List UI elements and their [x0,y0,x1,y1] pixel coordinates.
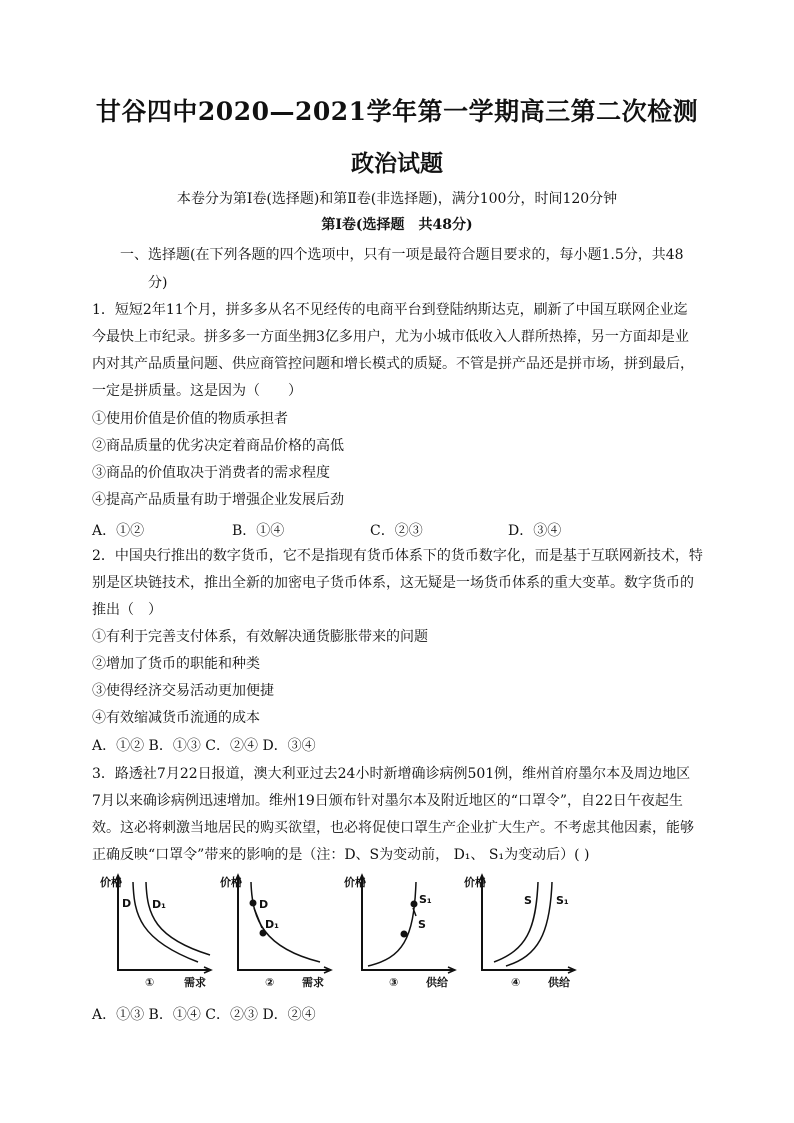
question-3-text: 正确反映“口罩令”带来的影响的是（注：D、S为变动前， D₁、 S₁为变动后）( ) [92,847,590,863]
graph-1-curve-d: D [122,897,132,910]
question-3-graphs [100,870,600,995]
question-1-option-a[interactable]: A．①② [92,523,145,539]
question-1-text: 1．短短2年11个月，拼多多从名不见经传的电商平台到登陆纳斯达克，刷新了中国互联网企业迄 [92,302,688,318]
question-2-item: ①有利于完善支付体系，有效解决通货膨胀带来的问题 [92,629,428,645]
question-1-item: ①使用价值是价值的物质承担者 [92,411,288,427]
graph-1-curve-d1: D₁ [152,898,166,911]
question-1-item: ③商品的价值取决于消费者的需求程度 [92,465,330,481]
graph-1-number: ① [145,976,155,989]
graph-1-xlabel: 需求 [184,976,206,989]
graph-4-label-s1: S₁ [556,894,569,907]
question-2-text: 2．中国央行推出的数字货币，它不是指现有货币体系下的货币数字化，而是基于互联网新技术，特 [92,548,703,564]
exam-note: 本卷分为第Ⅰ卷(选择题)和第Ⅱ卷(非选择题)，满分100分，时间120分钟 [176,191,618,207]
graph-2-svg [220,870,330,995]
graph-1 [100,870,210,995]
graph-3-svg [344,870,454,995]
graph-4-svg [464,870,574,995]
graph-3-ylabel: 价格 [344,876,366,889]
question-1-text: 今最快上市纪录。拼多多一方面坐拥3亿多用户，尤为小城市低收入人群所热捧，另一方面却是业 [92,329,689,345]
question-1-option-c[interactable]: C．②③ [370,523,423,539]
question-2-item: ③使得经济交易活动更加便捷 [92,683,274,699]
graph-3-point-s [401,931,408,938]
question-1-item: ②商品质量的优劣决定着商品价格的高低 [92,438,344,454]
question-1-text: 一定是拼质量。这是因为（ ） [92,383,302,399]
question-2-item: ②增加了货币的职能和种类 [92,656,260,672]
graph-2-label-d: D [259,898,269,911]
graph-3 [344,870,454,995]
question-3-text: 7月以来确诊病例迅速增加。维州19日颁布针对墨尔本及附近地区的“口罩令”，自22日午夜起生 [92,793,683,809]
graph-2-xlabel: 需求 [302,976,324,989]
question-1-text: 内对其产品质量问题、供应商管控问题和增长模式的质疑。不管是拼产品还是拼市场，拼到最后， [92,356,694,372]
question-1-option-b[interactable]: B．①④ [232,523,285,539]
page-subtitle: 政治试题 [351,150,443,177]
question-2-text: 别是区块链技术，推出全新的加密电子货币体系，这无疑是一场货币体系的重大变革。数字货币的 [92,575,694,591]
graph-4-label-s: S [524,894,532,907]
graph-2-point-d [250,900,257,907]
graph-3-label-s1: S₁ [419,893,432,906]
graph-3-label-s: S [418,918,426,931]
graph-2-number: ② [265,976,275,989]
question-1-option-d[interactable]: D．③④ [508,523,562,539]
graph-4-ylabel: 价格 [464,876,486,889]
question-3-text: 3．路透社7月22日报道，澳大利亚过去24小时新增确诊病例501例，维州首府墨尔本及周边地区 [92,766,691,782]
question-2-options[interactable]: A．①② B．①③ C．②④ D．③④ [92,738,316,754]
instruction-line: 分) [148,275,168,291]
graph-3-number: ③ [389,976,399,989]
question-2-item: ④有效缩减货币流通的成本 [92,710,260,726]
question-3-text: 效。这必将刺激当地居民的购买欲望，也必将促使口罩生产企业扩大生产。不考虑其他因素，能够 [92,820,694,836]
graph-3-point-s1 [411,901,418,908]
section-heading: 第Ⅰ卷(选择题 共48分) [321,217,473,233]
graph-1-svg [100,870,210,995]
instruction-line: 一、选择题(在下列各题的四个选项中，只有一项是最符合题目要求的，每小题1.5分，共48 [120,247,684,263]
question-2-text: 推出（ ） [92,602,162,618]
graph-2-label-d1: D₁ [265,918,279,931]
graph-4-xlabel: 供给 [548,976,570,989]
graph-4-number: ④ [511,976,521,989]
graph-1-ylabel: 价格 [100,876,122,889]
graph-3-xlabel: 供给 [426,976,448,989]
question-3-options[interactable]: A．①③ B．①④ C．②③ D．②④ [92,1007,316,1023]
graph-2 [220,870,330,995]
question-1-item: ④提高产品质量有助于增强企业发展后劲 [92,492,344,508]
graph-4 [464,870,574,995]
page-title: 甘谷四中2020—2021学年第一学期高三第二次检测 [95,97,699,126]
graph-2-ylabel: 价格 [220,876,242,889]
